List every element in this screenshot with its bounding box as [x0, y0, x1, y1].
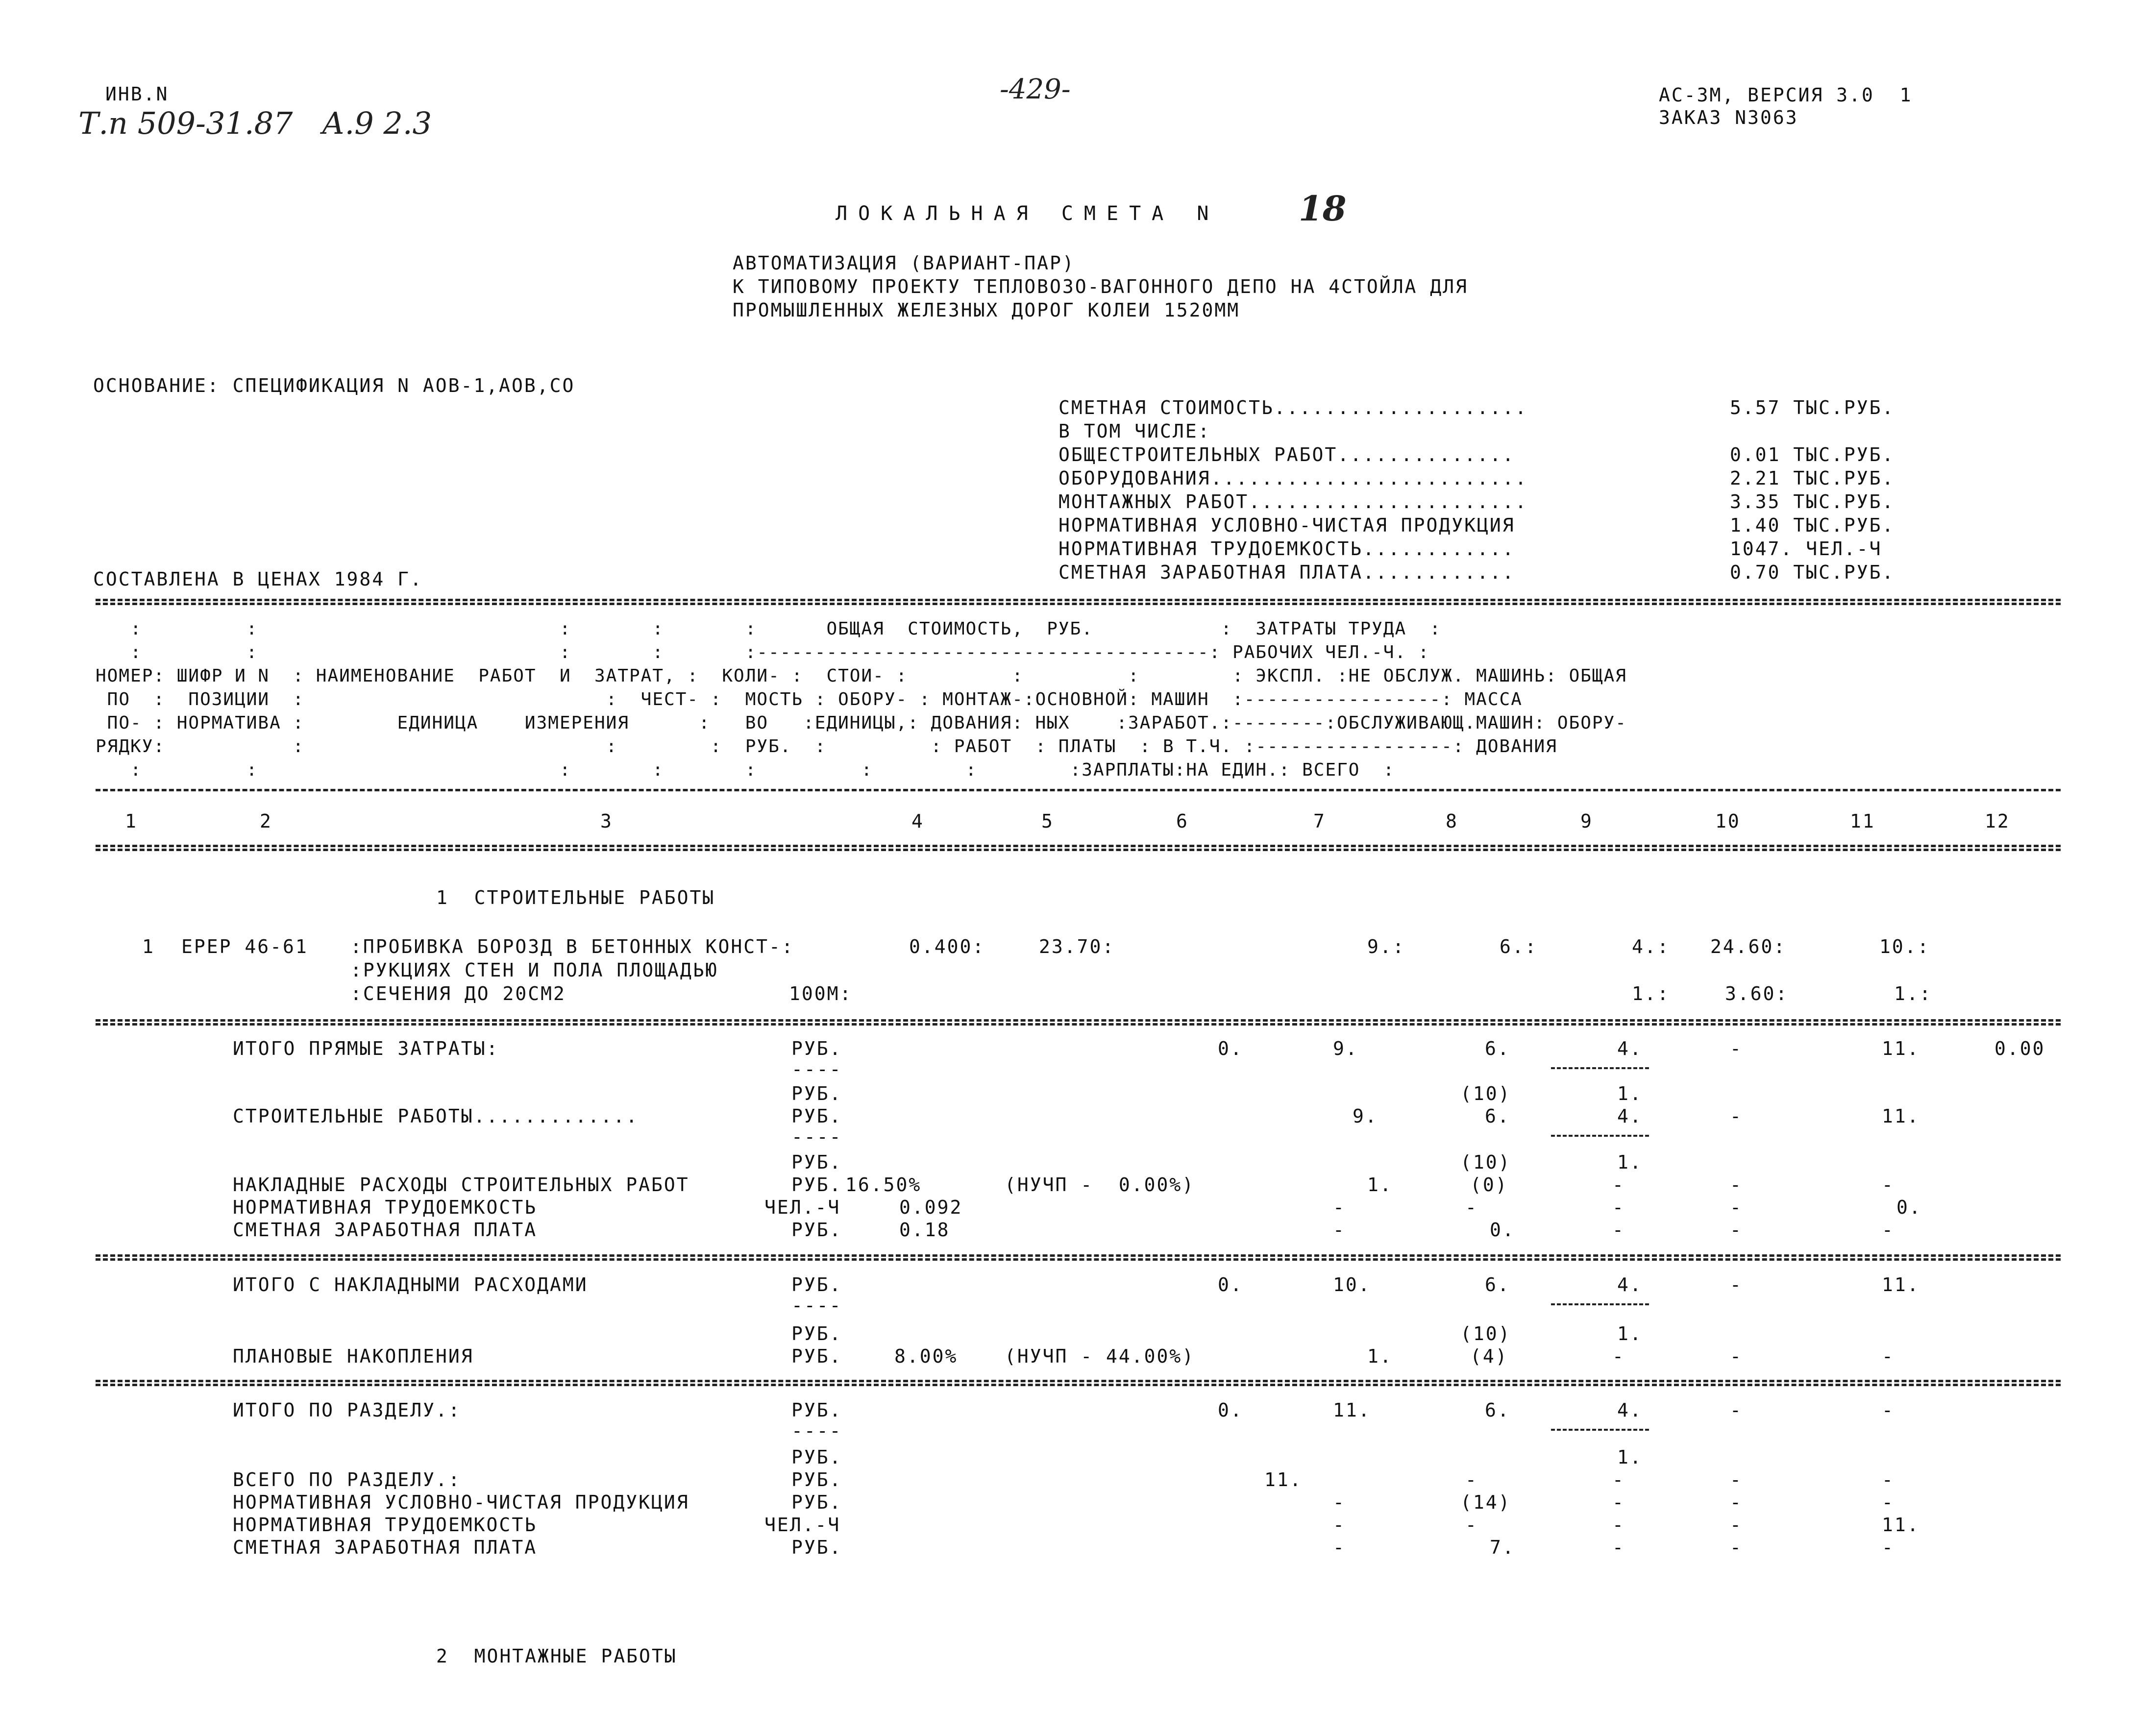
dash-value: -: [1882, 1399, 1895, 1421]
wage-bracket-value: (14): [1460, 1491, 1511, 1513]
wage-amount: 0.18: [899, 1219, 950, 1241]
summary-label: НОРМАТИВНАЯ УСЛОВНО-ЧИСТАЯ ПРОДУКЦИЯ: [1058, 514, 1515, 536]
basis-text: ОСНОВАНИЕ: СПЕЦИФИКАЦИЯ N АОВ-1,АОВ,СО: [93, 375, 575, 396]
wage-bracket-value: (0): [1470, 1174, 1508, 1196]
unit: РУБ.: [791, 1083, 842, 1104]
section-title: 1 СТРОИТЕЛЬНЫЕ РАБОТЫ: [436, 887, 715, 908]
wage-label: СМЕТНАЯ ЗАРАБОТНАЯ ПЛАТА: [233, 1219, 538, 1241]
divider: [96, 789, 2061, 791]
divider: [96, 1380, 2061, 1382]
column-number: 10: [1715, 810, 1741, 832]
title-line-1: АВТОМАТИЗАЦИЯ (ВАРИАНТ-ПАР): [733, 252, 1075, 274]
underline: [1551, 1135, 1649, 1137]
column-number: 11: [1850, 810, 1875, 832]
machine-wage-value: 1.: [1617, 1151, 1643, 1173]
summary-value: 1047. ЧЕЛ.-Ч: [1730, 538, 1882, 560]
labor-value: 11.: [1882, 1274, 1920, 1296]
dash-value: -: [1612, 1174, 1625, 1196]
summary-label: ОБОРУДОВАНИЯ.........................: [1058, 467, 1528, 489]
divider: [96, 599, 2061, 601]
with-overhead-label: ИТОГО С НАКЛАДНЫМИ РАСХОДАМИ: [233, 1274, 588, 1296]
unit: РУБ.: [791, 1038, 842, 1059]
summary-value: 0.01 ТЫС.РУБ.: [1730, 444, 1895, 465]
dash-value: -: [1465, 1514, 1478, 1536]
equipment-value: 0.: [1218, 1274, 1243, 1296]
dash-value: -: [1612, 1345, 1625, 1367]
row-number: 1: [142, 936, 155, 957]
equipment-value: 0.: [1218, 1399, 1243, 1421]
dash-value: -: [1730, 1469, 1743, 1491]
machine-value: 4.: [1617, 1105, 1643, 1127]
divider: [96, 845, 2061, 847]
column-number: 9: [1580, 810, 1593, 832]
overhead-nuchp: (НУЧП - 0.00%): [1005, 1174, 1195, 1196]
planned-savings-rate: 8.00%: [894, 1345, 958, 1367]
title-line-2: К ТИПОВОМУ ПРОЕКТУ ТЕПЛОВОЗО-ВАГОННОГО ДЕПО НА 4СТОЙЛА ДЛЯ: [733, 276, 1468, 297]
dash-value: -: [1882, 1219, 1895, 1241]
direct-costs-label: ИТОГО ПРЯМЫЕ ЗАТРАТЫ:: [233, 1038, 499, 1059]
column-number: 12: [1985, 810, 2010, 832]
dash-value: -: [1730, 1219, 1743, 1241]
estimate-number: 18: [1299, 188, 1347, 229]
header-row: ПО- : НОРМАТИВА : ЕДИНИЦА ИЗМЕРЕНИЯ : ВО :ЕДИНИЦЫ,: ДОВАНИЯ: НЫХ :ЗАРАБОТ.:--------:ОБСЛУЖИВАЮЩ.МАШИН: ОБОРУ-: [96, 713, 1627, 733]
column-number: 1: [125, 810, 138, 832]
equipment-value: 0.: [1218, 1038, 1243, 1059]
dash-value: -: [1730, 1399, 1743, 1421]
labor-value: 11.: [1882, 1038, 1920, 1059]
planned-savings-label: ПЛАНОВЫЕ НАКОПЛЕНИЯ: [233, 1345, 474, 1367]
dash-value: -: [1730, 1105, 1743, 1127]
unit-dashes: ----: [791, 1058, 842, 1080]
dash-value: -: [1730, 1274, 1743, 1296]
dash-value: -: [1333, 1514, 1346, 1536]
dash-value: -: [1612, 1537, 1625, 1558]
compiled-prices-note: СОСТАВЛЕНА В ЦЕНАХ 1984 Г.: [93, 568, 423, 590]
wage-value: 6.: [1485, 1274, 1510, 1296]
machine-wage-value: 1.: [1617, 1083, 1643, 1104]
unit: 100М:: [789, 983, 853, 1004]
unit: РУБ.: [791, 1105, 842, 1127]
construction-works-label: СТРОИТЕЛЬНЫЕ РАБОТЫ.............: [233, 1105, 639, 1127]
wage-value: 6.: [1485, 1399, 1510, 1421]
dash-value: -: [1465, 1197, 1478, 1218]
section-title: 2 МОНТАЖНЫЕ РАБОТЫ: [436, 1645, 677, 1667]
divider: [96, 1254, 2061, 1257]
header-row: : : : : : : : :ЗАРПЛАТЫ:НА ЕДИН.: ВСЕГО :: [96, 760, 1395, 780]
mass-value: 0.00: [1994, 1038, 2045, 1059]
dash-value: -: [1730, 1038, 1743, 1059]
installation-value: 9.: [1333, 1038, 1358, 1059]
labor-value: 11.: [1882, 1105, 1920, 1127]
underline: [1551, 1303, 1649, 1305]
unit: РУБ.: [791, 1399, 842, 1421]
underline: [1551, 1429, 1649, 1431]
dash-value: -: [1612, 1491, 1625, 1513]
unit: ЧЕЛ.-Ч: [764, 1197, 841, 1218]
summary-label: В ТОМ ЧИСЛЕ:: [1058, 420, 1211, 442]
wage-bracket-value: (4): [1470, 1345, 1508, 1367]
dash-value: -: [1882, 1537, 1895, 1558]
work-name: :РУКЦИЯХ СТЕН И ПОЛА ПЛОЩАДЬЮ: [350, 959, 718, 981]
header-row: РЯДКУ: : : : РУБ. : : РАБОТ : ПЛАТЫ : В Т.Ч. :-----------------: ДОВАНИЯ: [96, 736, 1557, 757]
installation-value: 1.: [1367, 1174, 1393, 1196]
wage-bracket-value: (10): [1460, 1151, 1511, 1173]
handwritten-inventory-number: Т.п 509-31.87 А.9 2.3: [78, 105, 432, 141]
dash-value: -: [1333, 1491, 1346, 1513]
header-row: ПО : ПОЗИЦИИ : : ЧЕСТ- : МОСТЬ : ОБОРУ- : МОНТАЖ-:ОСНОВНОЙ: МАШИН :-----------------: МАССА: [96, 689, 1523, 709]
column-number: 2: [260, 810, 272, 832]
header-row: : : : : : ОБЩАЯ СТОИМОСТЬ, РУБ. : ЗАТРАТЫ ТРУДА :: [96, 619, 1442, 639]
column-number: 8: [1446, 810, 1458, 832]
summary-label: МОНТАЖНЫХ РАБОТ......................: [1058, 491, 1528, 513]
installation-value: 9.: [1353, 1105, 1378, 1127]
overhead-label: НАКЛАДНЫЕ РАСХОДЫ СТРОИТЕЛЬНЫХ РАБОТ: [233, 1174, 689, 1196]
machine-value: 4.: [1617, 1274, 1643, 1296]
column-number: 6: [1176, 810, 1189, 832]
summary-value: 5.57 ТЫС.РУБ.: [1730, 397, 1895, 418]
unit: РУБ.: [791, 1446, 842, 1468]
order-number: ЗАКАЗ N3063: [1659, 107, 1798, 128]
unit: РУБ.: [791, 1274, 842, 1296]
overhead-rate: 16.50%: [845, 1174, 922, 1196]
wage-value: 7.: [1490, 1537, 1515, 1558]
machine-labor-total: 1.:: [1894, 983, 1932, 1004]
base-wage: 6.:: [1500, 936, 1538, 957]
unit: РУБ.: [791, 1323, 842, 1345]
machine-value: 4.: [1617, 1038, 1643, 1059]
labor-value: 0.: [1896, 1197, 1922, 1218]
unit: ЧЕЛ.-Ч: [764, 1514, 841, 1536]
dash-value: -: [1730, 1174, 1743, 1196]
inventory-label: ИНВ.N: [105, 83, 169, 105]
dash-value: -: [1730, 1197, 1743, 1218]
equipment-value: 11.: [1264, 1469, 1303, 1491]
column-number: 4: [911, 810, 924, 832]
dash-value: -: [1882, 1174, 1895, 1196]
work-name: :ПРОБИВКА БОРОЗД В БЕТОННЫХ КОНСТ-:: [350, 936, 794, 957]
dash-value: -: [1882, 1469, 1895, 1491]
unit: РУБ.: [791, 1469, 842, 1491]
dash-value: -: [1612, 1514, 1625, 1536]
document-title: ЛОКАЛЬНАЯ СМЕТА N: [836, 202, 1220, 225]
summary-value: 3.35 ТЫС.РУБ.: [1730, 491, 1895, 513]
unit: РУБ.: [791, 1219, 842, 1241]
machine-labor-per-unit: 3.60:: [1725, 983, 1789, 1004]
title-line-3: ПРОМЫШЛЕННЫХ ЖЕЛЕЗНЫХ ДОРОГ КОЛЕИ 1520ММ: [733, 299, 1240, 321]
machine-value: 4.: [1617, 1399, 1643, 1421]
unit-dashes: ----: [791, 1295, 842, 1316]
column-number: 5: [1041, 810, 1054, 832]
dash-value: -: [1882, 1491, 1895, 1513]
dash-value: -: [1882, 1345, 1895, 1367]
installation-value: 1.: [1367, 1345, 1393, 1367]
labor-total: 10.:: [1879, 936, 1930, 957]
dash-value: -: [1730, 1345, 1743, 1367]
wage-value: 6.: [1485, 1038, 1510, 1059]
installation-value: 11.: [1333, 1399, 1371, 1421]
wage-bracket-value: (10): [1460, 1083, 1511, 1104]
dash-value: -: [1333, 1537, 1346, 1558]
work-name: :СЕЧЕНИЯ ДО 20СМ2: [350, 983, 566, 1004]
wage-value: 6.: [1485, 1105, 1510, 1127]
summary-label: НОРМАТИВНАЯ ТРУДОЕМКОСТЬ............: [1058, 538, 1515, 560]
section-all-label: ВСЕГО ПО РАЗДЕЛУ.:: [233, 1469, 461, 1491]
wage-bracket-value: (10): [1460, 1323, 1511, 1345]
summary-value: 2.21 ТЫС.РУБ.: [1730, 467, 1895, 489]
header-row: НОМЕР: ШИФР И N : НАИМЕНОВАНИЕ РАБОТ И ЗАТРАТ, : КОЛИ- : СТОИ- : : : : ЭКСПЛ. :НЕ ОБСЛУЖ. МАШИНЬ: ОБЩАЯ: [96, 666, 1627, 686]
wage-value: 0.: [1490, 1219, 1515, 1241]
summary-value: 0.70 ТЫС.РУБ.: [1730, 562, 1895, 583]
unit: РУБ.: [791, 1491, 842, 1513]
summary-value: 1.40 ТЫС.РУБ.: [1730, 514, 1895, 536]
unit: РУБ.: [791, 1345, 842, 1367]
underline: [1551, 1067, 1649, 1069]
quantity: 0.400:: [909, 936, 985, 957]
column-number: 7: [1313, 810, 1326, 832]
planned-savings-nuchp: (НУЧП - 44.00%): [1005, 1345, 1195, 1367]
unit: РУБ.: [791, 1537, 842, 1558]
dash-value: -: [1730, 1537, 1743, 1558]
machine-wage-value: 1.: [1617, 1446, 1643, 1468]
unit-dashes: ----: [791, 1126, 842, 1148]
summary-label: ОБЩЕСТРОИТЕЛЬНЫХ РАБОТ..............: [1058, 444, 1515, 465]
unit: РУБ.: [791, 1174, 842, 1196]
divider: [96, 1019, 2061, 1022]
machine-wage: 1.:: [1632, 983, 1670, 1004]
column-number: 3: [600, 810, 613, 832]
system-version: АС-3М, ВЕРСИЯ 3.0 1: [1659, 84, 1913, 106]
nuchp-label: НОРМАТИВНАЯ УСЛОВНО-ЧИСТАЯ ПРОДУКЦИЯ: [233, 1491, 689, 1513]
dash-value: -: [1730, 1491, 1743, 1513]
dash-value: -: [1333, 1219, 1346, 1241]
dash-value: -: [1333, 1197, 1346, 1218]
page-number: -429-: [1000, 73, 1071, 105]
labor-intensity-label: НОРМАТИВНАЯ ТРУДОЕМКОСТЬ: [233, 1197, 538, 1218]
dash-value: -: [1612, 1197, 1625, 1218]
header-row: : : : : :---------------------------------------: РАБОЧИХ ЧЕЛ.-Ч. :: [96, 642, 1430, 662]
wage-label: СМЕТНАЯ ЗАРАБОТНАЯ ПЛАТА: [233, 1537, 538, 1558]
unit-dashes: ----: [791, 1420, 842, 1442]
labor-value: 11.: [1882, 1514, 1920, 1536]
labor-per-unit: 24.60:: [1710, 936, 1787, 957]
labor-intensity-value: 0.092: [899, 1197, 963, 1218]
installation-cost: 9.:: [1367, 936, 1405, 957]
unit: РУБ.: [791, 1151, 842, 1173]
installation-value: 10.: [1333, 1274, 1371, 1296]
summary-label: СМЕТНАЯ СТОИМОСТЬ....................: [1058, 397, 1528, 418]
dash-value: -: [1612, 1469, 1625, 1491]
machine-cost: 4.:: [1632, 936, 1670, 957]
section-total-label: ИТОГО ПО РАЗДЕЛУ.:: [233, 1399, 461, 1421]
dash-value: -: [1612, 1219, 1625, 1241]
summary-label: СМЕТНАЯ ЗАРАБОТНАЯ ПЛАТА............: [1058, 562, 1515, 583]
dash-value: -: [1465, 1469, 1478, 1491]
labor-intensity-label: НОРМАТИВНАЯ ТРУДОЕМКОСТЬ: [233, 1514, 538, 1536]
dash-value: -: [1730, 1514, 1743, 1536]
unit-price: 23.70:: [1039, 936, 1115, 957]
machine-wage-value: 1.: [1617, 1323, 1643, 1345]
norm-code: ЕРЕР 46-61: [181, 936, 308, 957]
